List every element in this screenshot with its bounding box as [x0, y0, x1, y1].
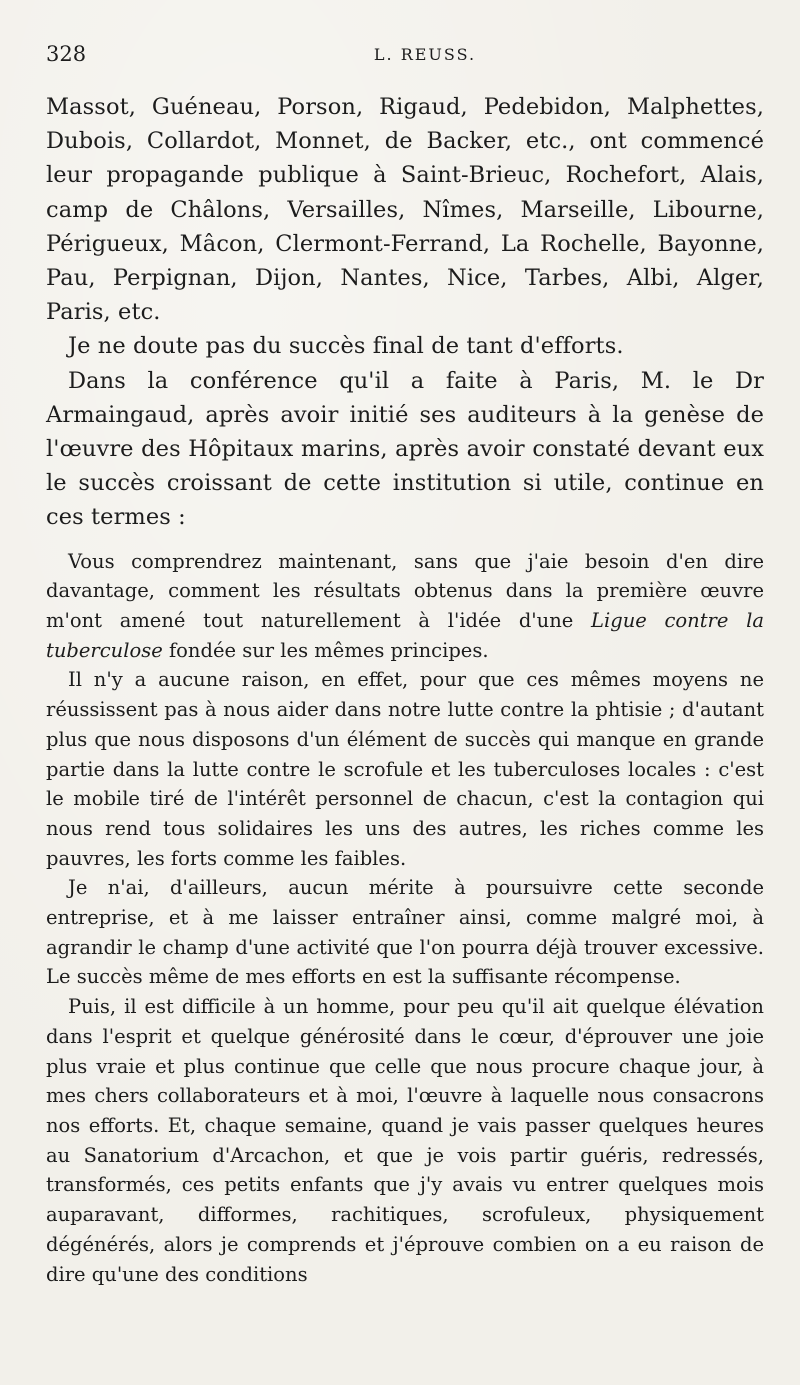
paragraph: Dans la conférence qu'il a faite à Paris, M. le Dr Armaingaud, après avoir initié ses auditeurs à la genèse de l'œuvre des Hôpitaux marins, après avoir constaté devant eux le succès croissant de cette institution si utile, continue en ces termes : [46, 367, 764, 531]
quote-text: Vous comprendrez maintenant, sans que j'aie besoin d'en dire davantage, comment les résultats obtenus dans la première œuvre m'ont amené tout naturellement à l'idée d'une [46, 549, 764, 633]
paragraph-continuation: Massot, Guéneau, Porson, Rigaud, Pedebidon, Malphettes, Dubois, Collardot, Monnet, de Backer, etc., ont commencé leur propagande publique à Saint-Brieuc, Rochefort, Alais, camp de Châlons, Versailles, Nîmes, Marseille, Libourne, Périgueux, Mâcon, Clermont-Ferrand, La Rochelle, Bayonne, Pau, Perpignan, Dijon, Nantes, Nice, Tarbes, Albi, Alger, Paris, etc. [46, 94, 764, 326]
running-head [46, 0, 764, 72]
page-number: 328 [46, 42, 87, 66]
quote-paragraph: Il n'y a aucune raison, en effet, pour que ces mêmes moyens ne réussissent pas à nous aider dans notre lutte contre la phtisie ; d'autant plus que nous disposons d'un élément de succès qui manque en grande partie dans la lutte contre le scrofule et les tuberculoses locales : c'est le mobile tiré de l'intérêt personnel de chacun, c'est la contagion qui nous rend tous solidaires les uns des autres, les riches comme les pauvres, les forts comme les faibles. [46, 668, 764, 870]
quote-paragraph: Puis, il est difficile à un homme, pour peu qu'il ait quelque élévation dans l'esprit et quelque générosité dans le cœur, d'éprouver une joie plus vraie et plus continue que celle que nous procure chaque jour, à mes chers collaborateurs et à moi, l'œuvre à laquelle nous consacrons nos efforts. Et, chaque semaine, quand je vais passer quelques heures au Sanatorium d'Arcachon, et que je vois partir guéris, redressés, transformés, ces petits enfants que j'y avais vu entrer quelques mois auparavant, difformes, rachitiques, scrofuleux, physiquement dégénérés, alors je comprends et j'éprouve combien on a eu raison de dire qu'une des conditions [46, 995, 764, 1286]
quote-paragraph [46, 547, 764, 666]
paragraph: Je ne doute pas du succès final de tant d'efforts. [68, 333, 624, 360]
quote-paragraph: Je n'ai, d'ailleurs, aucun mérite à poursuivre cette seconde entreprise, et à me laisser entraîner ainsi, comme malgré moi, à agrandir le champ d'une activité que l'on pourra déjà trouver excessive. Le succès même de mes efforts en est la suffisante récompense. [46, 876, 764, 989]
quote-text: fondée sur les mêmes principes. [162, 638, 489, 662]
quoted-speech [46, 547, 764, 1290]
italic-title: Ligue contre la tuberculose [46, 609, 764, 662]
main-text [46, 90, 764, 535]
running-title: L. REUSS. [373, 45, 477, 64]
